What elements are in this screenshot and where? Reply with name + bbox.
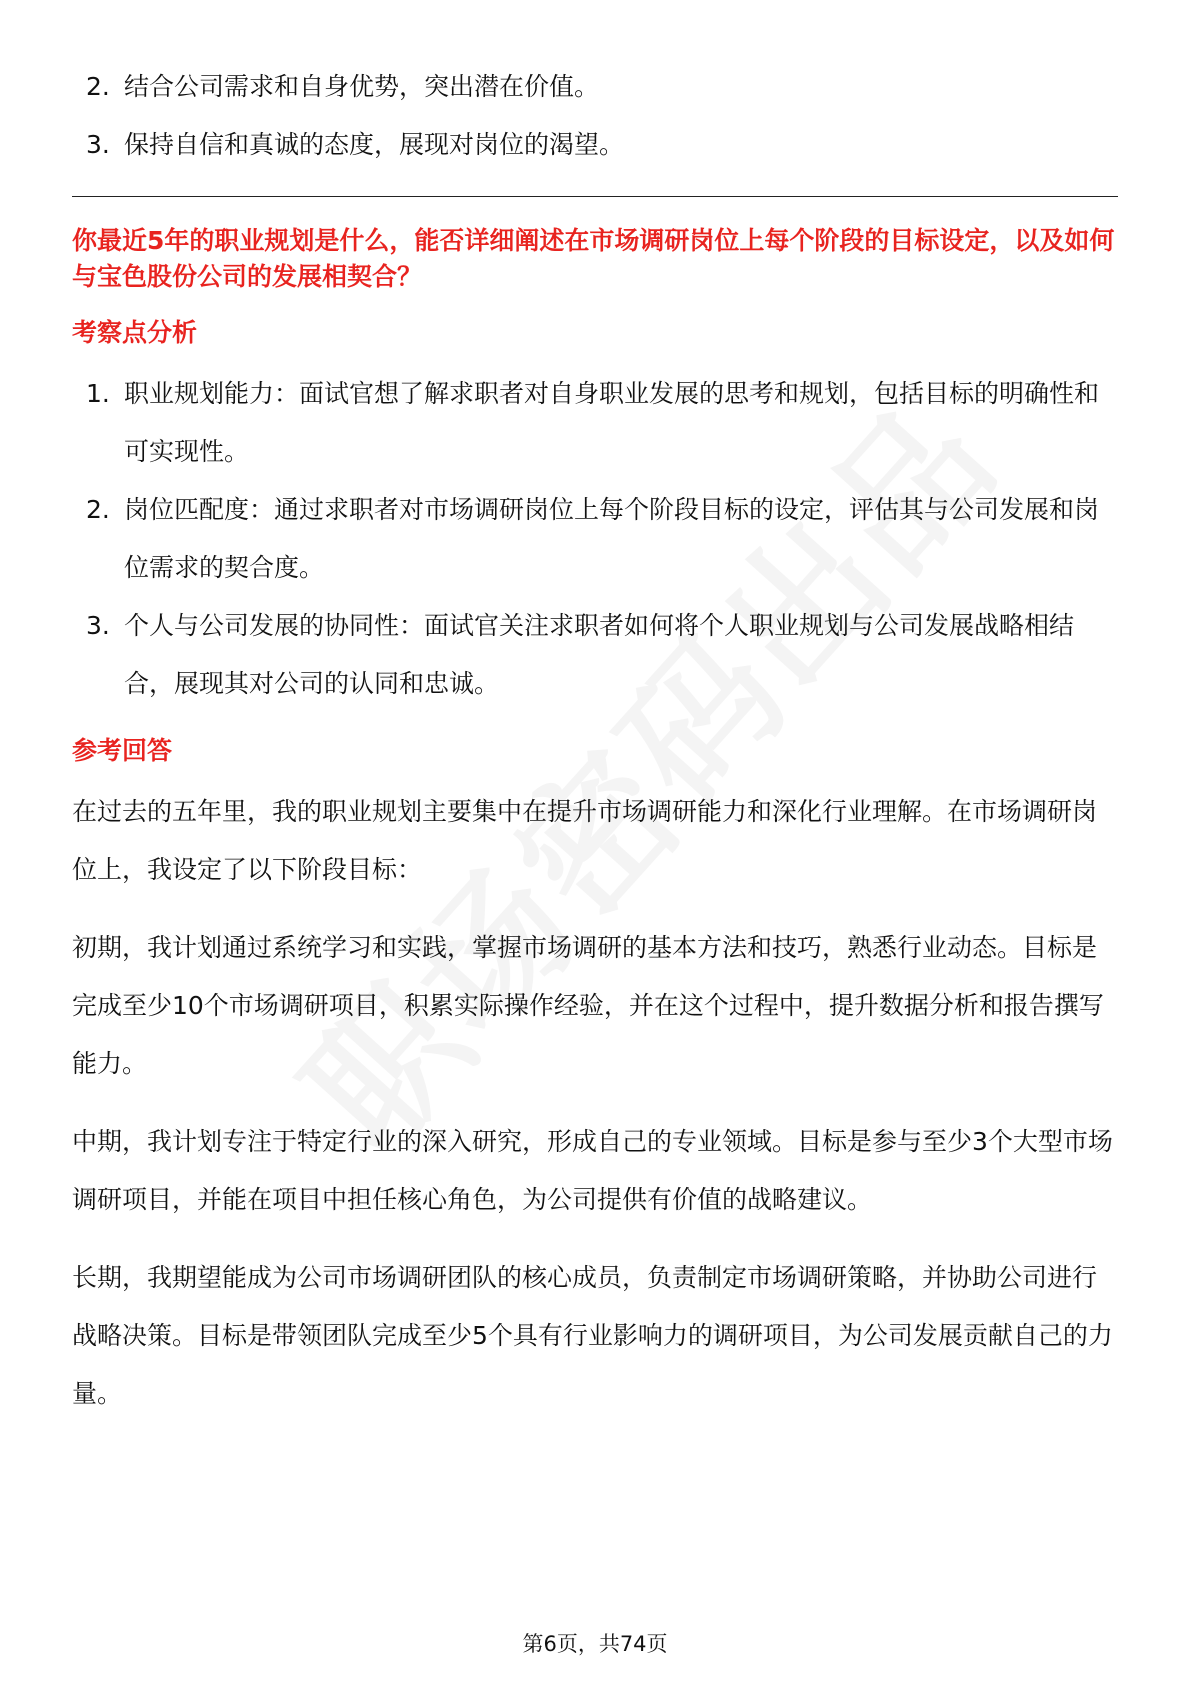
- list-item: [72, 365, 1118, 481]
- list-item: [72, 58, 1118, 116]
- page-number: 第6页，共74页: [522, 1632, 668, 1656]
- answer-paragraph: 中期，我计划专注于特定行业的深入研究，形成自己的专业领域。目标是参与至少3个大型市场调研项目，并能在项目中担任核心角色，为公司提供有价值的战略建议。: [72, 1127, 1113, 1214]
- analysis-list: [72, 365, 1118, 713]
- list-item: [72, 116, 1118, 174]
- list-number: 1.: [86, 379, 110, 408]
- list-item: [72, 481, 1118, 597]
- answer-paragraph: 在过去的五年里，我的职业规划主要集中在提升市场调研能力和深化行业理解。在市场调研岗位上，我设定了以下阶段目标：: [72, 797, 1098, 884]
- list-number: 3.: [86, 611, 110, 640]
- list-text: 结合公司需求和自身优势，突出潜在价值。: [124, 72, 600, 101]
- list-number: 2.: [86, 72, 110, 101]
- list-number: 3.: [86, 130, 110, 159]
- page-content: [72, 58, 1118, 1423]
- answer-heading: 参考回答: [72, 736, 173, 765]
- interview-question: 你最近5年的职业规划是什么，能否详细阐述在市场调研岗位上每个阶段的目标设定，以及如何与宝色股份公司的发展相契合？: [72, 226, 1115, 291]
- analysis-heading: 考察点分析: [72, 318, 198, 347]
- list-item: [72, 597, 1118, 713]
- list-text: 保持自信和真诚的态度，展现对岗位的渴望。: [124, 130, 625, 159]
- list-text: 职业规划能力：面试官想了解求职者对自身职业发展的思考和规划，包括目标的明确性和可实现性。: [124, 379, 1100, 466]
- list-number: 2.: [86, 495, 110, 524]
- list-text: 岗位匹配度：通过求职者对市场调研岗位上每个阶段目标的设定，评估其与公司发展和岗位需求的契合度。: [124, 495, 1100, 582]
- tips-list: [72, 58, 1118, 174]
- answer-paragraph: 初期，我计划通过系统学习和实践，掌握市场调研的基本方法和技巧，熟悉行业动态。目标是完成至少10个市场调研项目，积累实际操作经验，并在这个过程中，提升数据分析和报告撰写能力。: [72, 933, 1104, 1078]
- section-divider: [72, 196, 1118, 197]
- list-text: 个人与公司发展的协同性：面试官关注求职者如何将个人职业规划与公司发展战略相结合，展现其对公司的认同和忠诚。: [124, 611, 1075, 698]
- answer-paragraph: 长期，我期望能成为公司市场调研团队的核心成员，负责制定市场调研策略，并协助公司进行战略决策。目标是带领团队完成至少5个具有行业影响力的调研项目，为公司发展贡献自己的力量。: [72, 1263, 1113, 1408]
